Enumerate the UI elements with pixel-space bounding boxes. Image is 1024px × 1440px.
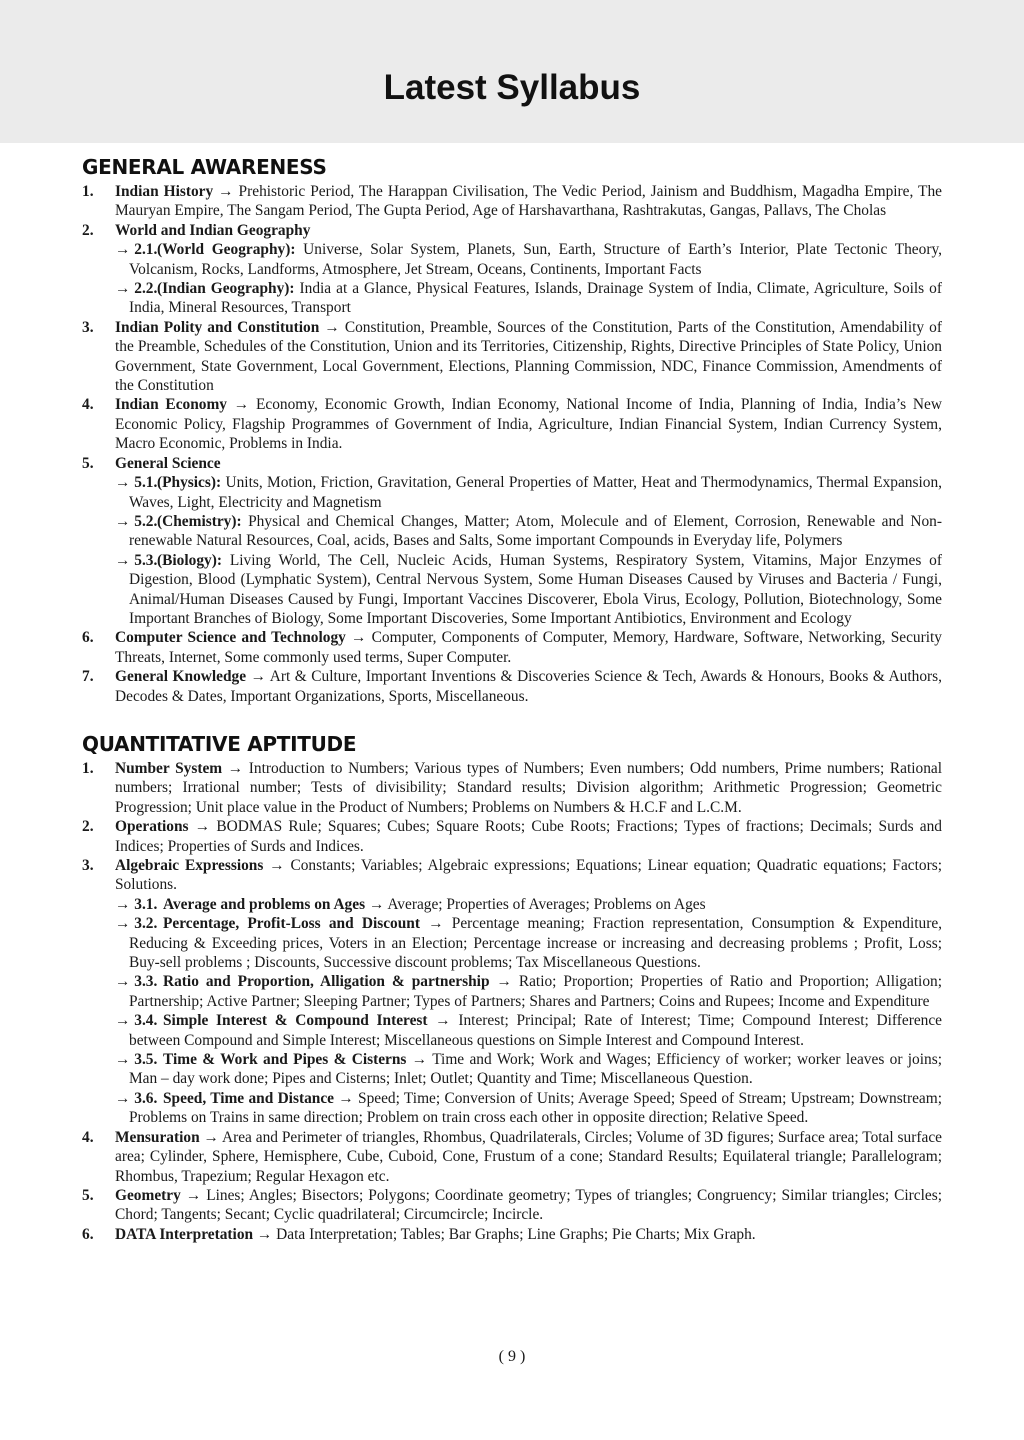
- item-number: 5.: [82, 454, 94, 472]
- list-item: [82, 759, 942, 817]
- sub-item-text: Units, Motion, Friction, Gravitation, General Properties of Matter, Heat and Thermodynamics, Thermal Expansion, Waves, Light, Electricity and Magnetism: [129, 474, 942, 511]
- arrow: →: [246, 668, 270, 686]
- sub-item-tag: [115, 1089, 157, 1108]
- item-text: Introduction to Numbers; Various types of Numbers; Even numbers; Odd numbers, Prime numbers; Rational numbers; Irrational number; Tests of divisibility; Standard results; Division algorithm; Arithmetic Progression; Geometric Progression; Unit place value in the Product of Numbers; Problems on Numbers & H.C.F and L.C.M.: [115, 759, 943, 816]
- item-title: Indian Economy: [115, 396, 227, 414]
- sub-item-code: 2.1.: [134, 241, 158, 259]
- list-item: [82, 221, 942, 240]
- sub-item-code: 3.4.: [134, 1012, 158, 1030]
- sub-item-text: → Time and Work; Work and Wages; Efficiency of worker; worker leaves or joins; Man – day work done; Pipes and Cisterns; Inlet; Outlet; Quantity and Time; Miscellaneous Question.: [129, 1051, 942, 1088]
- page-number: ( 9 ): [498, 1348, 526, 1365]
- list-item: [82, 1225, 942, 1244]
- sub-item-title: Speed, Time and Distance: [163, 1089, 334, 1107]
- arrow: →: [115, 1089, 131, 1107]
- item-text: Prehistoric Period, The Harappan Civilisation, The Vedic Period, Jainism and Buddhism, Magadha Empire, The Mauryan Empire, The Sangam Period, The Gupta Period, Age of Harshavarthana, Rashtrakutas, Gangas, Pallavs, The Cholas: [115, 183, 942, 220]
- item-number: 2.: [82, 221, 94, 239]
- item-title: General Knowledge: [115, 668, 247, 686]
- sub-item-title: Percentage, Profit-Loss and Discount: [163, 915, 420, 933]
- sub-item: [82, 1089, 942, 1128]
- item-title: Mensuration: [115, 1128, 200, 1146]
- sub-item-tag: [115, 240, 157, 259]
- sub-item-code: 5.3.: [134, 551, 158, 569]
- sub-item-code: 5.1.: [134, 474, 158, 492]
- item-number: 2.: [82, 818, 94, 836]
- sub-item-title: Time & Work and Pipes & Cisterns: [163, 1051, 407, 1069]
- page-title: Latest Syllabus: [383, 68, 641, 107]
- item-title: General Science: [115, 454, 221, 472]
- item-number: 6.: [82, 1225, 94, 1243]
- sub-item-body: [129, 1089, 942, 1128]
- arrow: →: [115, 551, 131, 569]
- syllabus-content: [82, 153, 942, 1244]
- list-item: [82, 454, 942, 473]
- arrow: →: [213, 183, 239, 200]
- item-number: 1.: [82, 183, 94, 200]
- sub-item-body: [129, 914, 942, 972]
- sub-item-text: → Percentage meaning; Fraction representation, Consumption & Expenditure, Reducing & Exceeding prices, Voters in an Election; Percentage increase or increasing and decreasing problems ; Profit, Loss; Buy-sell problems ; Discounts, Successive discount problems; Tax Miscellaneous Questions.: [129, 915, 942, 972]
- item-text: BODMAS Rule; Squares; Cubes; Square Roots; Cube Roots; Fractions; Types of fractions; Decimals; Surds and Indices; Properties of Surds and Indices.: [115, 818, 942, 855]
- arrow: →: [188, 818, 217, 836]
- item-text: Area and Perimeter of triangles, Rhombus, Quadrilaterals, Circles; Volume of 3D figures; Surface area; Total surface area; Cylinder, Sphere, Hemisphere, Cube, Cuboid, Cone, Frustum of a cone; Standard Results; Equilateral triangle; Parallelogram; Rhombus, Trapezium; Regular Hexagon etc.: [115, 1128, 942, 1185]
- sub-item-title: (Physics):: [157, 474, 222, 492]
- sub-item-tag: [115, 914, 157, 933]
- sub-item-body: [129, 512, 942, 551]
- sub-item: [82, 279, 942, 318]
- arrow: →: [115, 895, 131, 913]
- sub-item-tag: [115, 1050, 157, 1069]
- item-number: 5.: [82, 1186, 94, 1204]
- sub-item-text: Physical and Chemical Changes, Matter; Atom, Molecule and of Element, Corrosion, Renewable and Non-renewable Natural Resources, Coal, acids, Bases and Salts, Some important Compounds in Everyday life, Polymers: [129, 512, 942, 550]
- sub-item-text: Universe, Solar System, Planets, Sun, Earth, Structure of Earth’s Interior, Plate Tectonic Theory, Volcanism, Rocks, Landforms, Atmosphere, Jet Stream, Oceans, Continents, Important Facts: [129, 241, 942, 278]
- sub-item-title: (Indian Geography):: [157, 280, 295, 298]
- arrow: →: [253, 1225, 277, 1243]
- arrow: →: [345, 629, 372, 647]
- list-item: [82, 318, 942, 396]
- list-item: [82, 1186, 942, 1225]
- arrow: →: [115, 512, 131, 530]
- item-number: 7.: [82, 668, 94, 686]
- sub-item: [82, 473, 942, 512]
- item-title: Number System: [115, 759, 223, 777]
- sub-item-body: [129, 551, 942, 629]
- item-text: Constants; Variables; Algebraic expressions; Equations; Linear equation; Quadratic equations; Factors; Solutions.: [115, 857, 942, 894]
- section-heading-general-awareness: GENERAL AWARENESS: [82, 155, 327, 179]
- item-number: 3.: [82, 318, 94, 336]
- item-text: Constitution, Preamble, Sources of the Constitution, Parts of the Constitution, Amendability of the Preamble, Schedules of the Constitution, Union and its Territories, Citizenship, Rights, Directive Principles of State Policy, Union Government, State Government, Local Government, Elections, Planning Commission, NDC, Finance Commission, Amendments of the Constitution: [115, 318, 942, 395]
- section-heading-quantitative-aptitude: QUANTITATIVE APTITUDE: [82, 731, 357, 756]
- sub-item-title: (Biology):: [157, 551, 222, 569]
- sub-item-tag: [115, 551, 157, 570]
- item-title: Geometry: [115, 1186, 181, 1204]
- sub-item: [82, 240, 942, 279]
- item-number: 6.: [82, 629, 94, 647]
- list-item: [82, 817, 942, 856]
- sub-item-title: (Chemistry):: [157, 512, 242, 530]
- arrow: →: [319, 318, 345, 336]
- sub-item-title: (World Geography):: [157, 241, 296, 259]
- sub-item-text: India at a Glance, Physical Features, Islands, Drainage System of India, Climate, Agriculture, Soils of India, Mineral Resources, Transport: [129, 280, 942, 317]
- item-title: Computer Science and Technology: [115, 629, 346, 647]
- sub-item-text: Living World, The Cell, Nucleic Acids, Human Systems, Respiratory System, Vitamins, Major Enzymes of Digestion, Blood (Lymphatic System), Central Nervous System, Some Human Diseases Caused by Viruses and Bacteria / Fungi, Animal/Human Diseases Caused by Fungi, Important Vaccines Discoverer, Ebola Virus, Ecology, Pollution, Biotechnology, Some Important Branches of Biology, Some Important Discoveries, Some Important Antibiotics, Environment and Ecology: [129, 551, 943, 627]
- item-text: Data Interpretation; Tables; Bar Graphs; Line Graphs; Pie Charts; Mix Graph.: [276, 1225, 756, 1243]
- item-text: Computer, Components of Computer, Memory, Hardware, Software, Networking, Security Threats, Internet, Some commonly used terms, Super Computer.: [115, 629, 942, 666]
- sub-item-tag: [115, 473, 157, 492]
- sub-item-text: → Average; Properties of Averages; Problems on Ages: [368, 895, 706, 913]
- sub-item-body: [129, 473, 942, 512]
- item-title: Indian History: [115, 183, 214, 200]
- item-text: Lines; Angles; Bisectors; Polygons; Coordinate geometry; Types of triangles; Congruency; Similar triangles; Circles; Chord; Tangents; Secant; Cyclic quadrilateral; Circumcircle; Incircle.: [115, 1186, 942, 1224]
- arrow: →: [115, 973, 131, 991]
- arrow: →: [180, 1186, 207, 1204]
- item-title: World and Indian Geography: [115, 221, 311, 239]
- item-text: Economy, Economic Growth, Indian Economy, National Income of India, Planning of India, India’s New Economic Policy, Flagship Programmes of Government of India, Agriculture, Indian Financial System, Indian Currency System, Macro Economic, Problems in India.: [115, 396, 942, 453]
- sub-item-body: [129, 240, 942, 279]
- list-item: [82, 1128, 942, 1186]
- sub-item: [82, 1050, 942, 1089]
- sub-item-code: 2.2.: [134, 280, 158, 298]
- sub-item: [82, 895, 942, 914]
- list-item: [82, 182, 942, 221]
- sub-item-title: Average and problems on Ages: [163, 895, 366, 913]
- sub-item: [82, 1011, 942, 1050]
- sub-item-body: [129, 895, 942, 914]
- arrow: →: [115, 915, 131, 933]
- sub-item-code: 3.2.: [134, 915, 158, 933]
- sub-item-tag: [115, 972, 157, 991]
- item-title: Algebraic Expressions: [115, 857, 264, 874]
- arrow: →: [199, 1128, 222, 1146]
- item-title: DATA Interpretation: [115, 1225, 254, 1243]
- sub-item-code: 3.1.: [134, 895, 158, 913]
- arrow: →: [115, 280, 131, 298]
- arrow: →: [115, 474, 131, 492]
- sub-item-tag: [115, 895, 157, 914]
- item-title: Operations: [115, 818, 189, 836]
- arrow: →: [115, 1012, 131, 1030]
- sub-item-text: → Ratio; Proportion; Properties of Ratio and Proportion; Alligation; Partnership; Active Partner; Sleeping Partner; Types of Partners; Shares and Partners; Coins and Rupees; Income and Expenditure: [129, 973, 942, 1010]
- item-text: Art & Culture, Important Inventions & Discoveries Science & Tech, Awards & Honours, Books & Authors, Decodes & Dates, Important Organizations, Sports, Miscellaneous.: [115, 668, 942, 705]
- item-title: Indian Polity and Constitution: [115, 318, 320, 336]
- arrow: →: [115, 241, 131, 259]
- arrow: →: [227, 396, 256, 414]
- sub-item-code: 3.6.: [134, 1089, 158, 1107]
- sub-item-tag: [115, 279, 157, 298]
- sub-item: [82, 972, 942, 1011]
- sub-item-text: → Speed; Time; Conversion of Units; Average Speed; Speed of Stream; Upstream; Downstream; Problems on Trains in same direction; Problem on train cross each other in opposite direction; Relative Speed.: [129, 1089, 942, 1127]
- item-number: 4.: [82, 396, 94, 414]
- arrow: →: [115, 1051, 131, 1069]
- arrow: →: [222, 759, 249, 777]
- sub-item-body: [129, 1050, 942, 1089]
- item-number: 3.: [82, 857, 94, 874]
- list-item: [82, 856, 942, 895]
- item-number: 4.: [82, 1128, 94, 1146]
- sub-item-body: [129, 1011, 942, 1050]
- sub-item-code: 3.5.: [134, 1051, 158, 1069]
- list-item: [82, 395, 942, 453]
- sub-item-body: [129, 279, 942, 318]
- sub-item: [82, 551, 942, 629]
- item-number: 1.: [82, 759, 94, 777]
- sub-item-tag: [115, 1011, 157, 1030]
- sub-item-body: [129, 972, 942, 1011]
- sub-item-title: Simple Interest & Compound Interest: [163, 1012, 428, 1030]
- sub-item-title: Ratio and Proportion, Alligation & partnership: [163, 973, 490, 991]
- sub-item: [82, 512, 942, 551]
- sub-item-code: 3.3.: [134, 973, 158, 991]
- list-item: [82, 667, 942, 706]
- arrow: →: [263, 857, 291, 874]
- sub-item-tag: [115, 512, 157, 531]
- list-item: [82, 628, 942, 667]
- title-banner: [0, 0, 1024, 143]
- sub-item-text: → Interest; Principal; Rate of Interest; Time; Compound Interest; Difference between Compound and Simple Interest; Miscellaneous questions on Simple Interest and Compound Interest.: [129, 1012, 943, 1049]
- sub-item-code: 5.2.: [134, 512, 158, 530]
- sub-item: [82, 914, 942, 972]
